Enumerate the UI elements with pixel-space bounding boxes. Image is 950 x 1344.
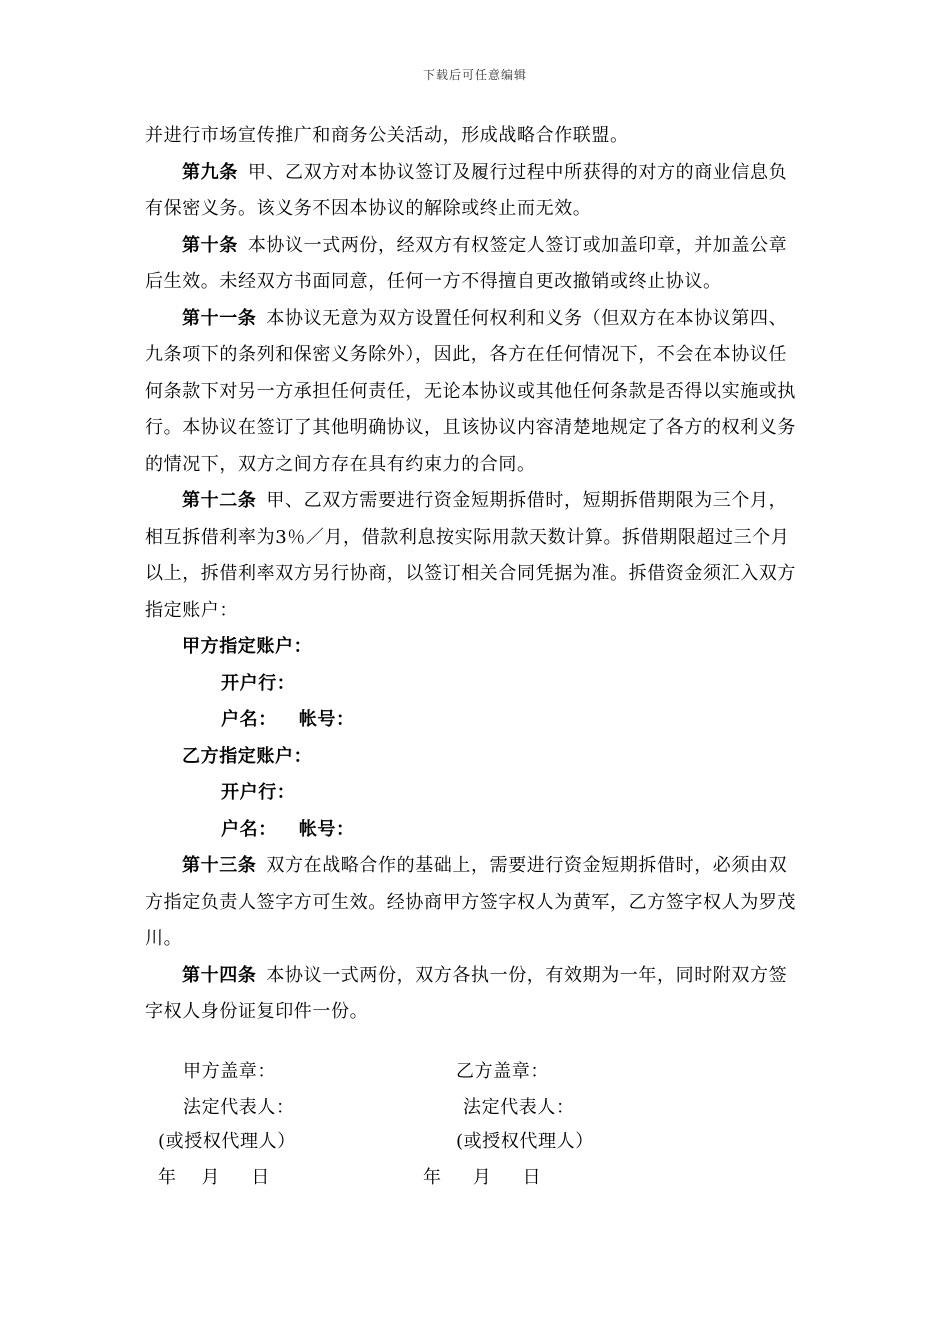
- party-a-rep-label: 法定代表人：: [183, 1097, 295, 1118]
- party-b-agent-label: (或授权代理人）: [456, 1131, 594, 1152]
- party-a-account-number: 帐号：: [298, 709, 355, 730]
- party-a-account-line: [145, 702, 805, 739]
- document-body: [145, 118, 805, 1031]
- article-13-title: 第十三条: [182, 855, 257, 876]
- party-b-rep-label: 法定代表人：: [463, 1097, 575, 1118]
- party-b-account-name: 户名：: [221, 818, 277, 840]
- article-14-body: 本协议一式两份，双方各执一份，有效期为一年，同时附双方签字权人身份证复印件一份。: [145, 964, 788, 1022]
- party-b-account-line: [145, 812, 805, 849]
- party-a-account-title: 甲方指定账户：: [182, 636, 313, 657]
- party-b-seal-label: 乙方盖章：: [456, 1061, 549, 1082]
- party-b-account-number: 帐号：: [298, 818, 355, 840]
- article-13-body: 双方在战略合作的基础上，需要进行资金短期拆借时，必须由双方指定负责人签字方可生效。经协商甲方签字权人为黄军，乙方签字权人为罗茂川。: [145, 855, 796, 949]
- article-10: [145, 228, 805, 301]
- article-14: [145, 958, 805, 1031]
- article-11: [145, 301, 805, 484]
- party-a-seal-label: 甲方盖章：: [183, 1061, 276, 1082]
- paragraph-continuation: 并进行市场宣传推广和商务公关活动，形成战略合作联盟。: [145, 125, 629, 146]
- article-9: [145, 155, 805, 228]
- party-a-bank: 开户行：: [221, 672, 296, 694]
- article-12-body: 甲、乙双方需要进行资金短期拆借时，短期拆借期限为三个月，相互拆借利率为3％／月，借款利息按实际用款天数计算。拆借期限超过三个月以上，拆借利率双方另行协商，以签订相关合同凭据为准。拆借资金须汇入双方指定账户：: [145, 490, 796, 621]
- page-header: 下载后可任意编辑: [422, 68, 527, 82]
- article-12-title: 第十二条: [182, 490, 257, 511]
- article-13: [145, 848, 805, 958]
- party-a-agent-label: (或授权代理人）: [158, 1131, 296, 1152]
- article-10-body: 本协议一式两份，经双方有权签定人签订或加盖印章，并加盖公章后生效。未经双方书面同意，任何一方不得擅自更改撤销或终止协议。: [145, 234, 788, 292]
- article-11-body: 本协议无意为双方设置任何权利和义务（但双方在本协议第四、九条项下的条列和保密义务除外），因此，各方在任何情况下，不会在本协议任何条款下对另一方承担任何责任，无论本协议或其他任何条款是否得以实施或执行。本协议在签订了其他明确协议，且该协议内容清楚地规定了各方的权利义务的情况下，双方之间方存在具有约束力的合同。: [145, 307, 796, 475]
- article-12: [145, 483, 805, 629]
- article-11-title: 第十一条: [182, 307, 257, 329]
- party-a-date-label: 年 月 日: [158, 1167, 270, 1188]
- article-14-title: 第十四条: [182, 964, 257, 986]
- party-b-date-label: 年 月 日: [423, 1167, 542, 1188]
- party-a-account-name: 户名：: [221, 709, 277, 730]
- party-b-bank: 开户行：: [221, 782, 296, 803]
- article-10-title: 第十条: [182, 234, 238, 256]
- article-9-body: 甲、乙双方对本协议签订及履行过程中所获得的对方的商业信息负有保密义务。该义务不因本协议的解除或终止而无效。: [145, 161, 788, 219]
- party-b-account-title: 乙方指定账户：: [182, 745, 313, 767]
- article-9-title: 第九条: [182, 161, 238, 183]
